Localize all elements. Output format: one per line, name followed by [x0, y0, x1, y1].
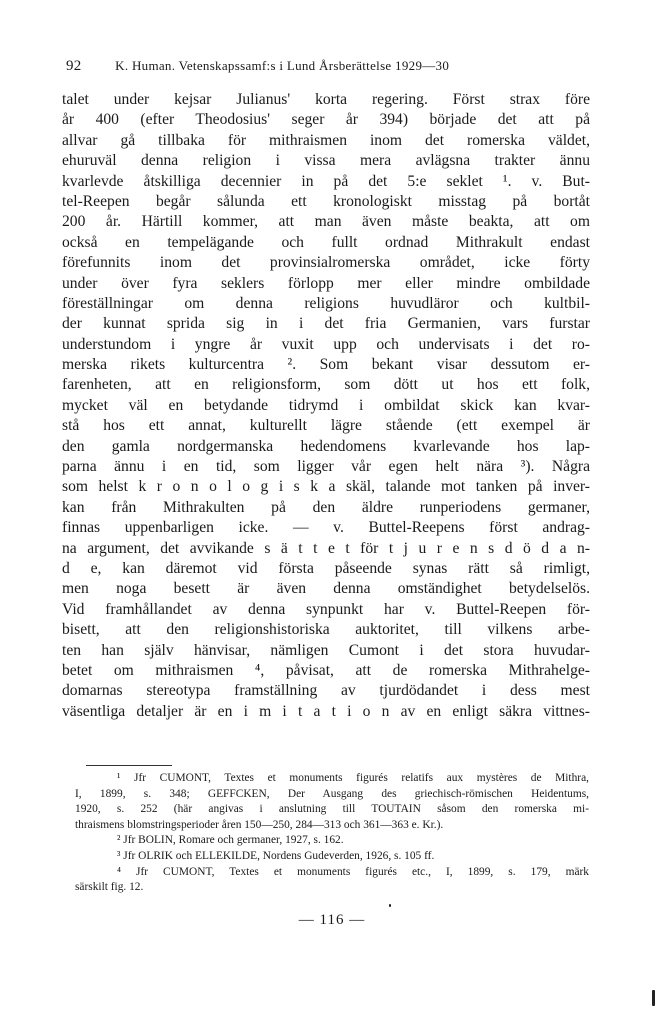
footnote-line: särskilt fig. 12. [75, 881, 144, 894]
body-line: mycket väl en betydande tidrymd i ombildat skick kan kvar- [62, 396, 590, 414]
scan-speck [652, 990, 655, 1006]
footnote-line: I, 1899, s. 348; GEFFCKEN, Der Ausgang des griechisch-römischen Heidentums, [75, 787, 589, 800]
body-line: kvarlevde åtskilliga decennier in på det 5:e seklet ¹. v. But- [62, 172, 590, 190]
body-line: 200 år. Härtill kommer, att man även måste beakta, att om [62, 213, 590, 231]
body-line: merska rikets kulturcentra ². Som bekant visar dessutom er- [62, 356, 590, 374]
footnote-line: ² Jfr BOLIN, Romare och germaner, 1927, s. 162. [117, 834, 344, 847]
body-line: d e, kan däremot vid första påseende synas rätt så rimligt, [62, 559, 590, 577]
body-line: också en tempelägande och fullt ordnad Mithrakult endast [62, 233, 590, 251]
body-line: väsentliga detaljer är en i m i t a t i o n av en enligt säkra vittnes- [62, 702, 590, 720]
body-line: förefunnits inom det provinsialromerska området, icke förty [62, 254, 590, 272]
body-line: år 400 (efter Theodosius' seger år 394) började det att på [62, 111, 590, 129]
body-line: der kunnat sprida sig in i det fria Germanien, vars furstar [62, 315, 590, 333]
body-line: som helst k r o n o l o g i s k a skäl, talande mot tanken på inver- [62, 478, 590, 496]
body-line: bisett, att den religionshistoriska auktoritet, till vilkens arbe- [62, 621, 590, 639]
footnote-line: thraismens blomstringsperioder åren 150—250, 284—313 och 361—363 e. Kr.). [75, 818, 444, 831]
body-line: parna ännu i en tid, som ligger vår egen helt nära ³). Några [62, 458, 590, 476]
footnote-line: ⁴ Jfr CUMONT, Textes et monuments figurés etc., I, 1899, s. 179, märk [117, 865, 589, 878]
footnote-line: ³ Jfr OLRIK och ELLEKILDE, Nordens Gudeverden, 1926, s. 105 ff. [117, 849, 435, 862]
body-line: kan från Mithrakulten på den äldre runperiodens germaner, [62, 498, 590, 516]
body-line: föreställningar om denna religions huvudläror och kultbil- [62, 294, 590, 312]
body-line: talet under kejsar Julianus' korta regering. Först strax före [62, 91, 590, 108]
footnotes [75, 771, 589, 896]
body-line: farenheten, att en religionsform, som dött ut hos ett folk, [62, 376, 590, 394]
footnote-line: 1920, s. 252 (här angivas i anslutning till TOUTAIN såsom den romerska mi- [75, 803, 589, 816]
body-line: stå hos ett annat, kulturellt lägre stående (ett exempel är [62, 417, 590, 435]
body-line: Vid framhållandet av denna synpunkt har v. Buttel-Reepen för- [62, 600, 590, 618]
body-line: domarnas stereotypa framställning av tjurdödandet i dess mest [62, 682, 590, 700]
body-text [62, 90, 590, 722]
body-line: na argument, det avvikande s ä t t e t för t j u r e n s d ö d a n- [62, 539, 590, 557]
body-line: men noga besett är även denna omständighet betydelselös. [62, 580, 590, 598]
running-header [66, 58, 606, 75]
body-line: tel-Reepen begår sålunda ett kronologiskt misstag på bortåt [62, 192, 590, 210]
body-line: ten han själv hänvisar, nämligen Cumont i det stora huvudar- [62, 641, 590, 659]
body-line: ehuruväl denna religion i vissa mera avlägsna trakter ännu [62, 152, 590, 170]
scan-speck [389, 904, 391, 907]
footnote-line: ¹ Jfr CUMONT, Textes et monuments figurés relatifs aux mystères de Mithra, [117, 772, 589, 784]
body-line: den gamla nordgermanska hedendomens kvarlevande hos lap- [62, 437, 590, 455]
page-footer-marker: — 116 — [298, 912, 366, 928]
running-title: K. Human. Vetenskapssamf:s i Lund Årsberättelse 1929—30 [115, 58, 450, 73]
body-line: allvar gå tillbaka för mithraismen inom det romerska väldet, [62, 131, 590, 149]
body-line: finnas uppenbarligen icke. — v. Buttel-Reepens först andrag- [62, 519, 590, 537]
body-line: betet om mithraismen ⁴, påvisat, att de romerska Mithrahelge- [62, 661, 590, 679]
page-number: 92 [66, 58, 82, 74]
footnote-divider [86, 765, 172, 766]
body-line: understundom i yngre år vuxit upp och undervisats i det ro- [62, 335, 590, 353]
body-line: under över fyra seklers förlopp mer eller mindre ombildade [62, 274, 590, 292]
